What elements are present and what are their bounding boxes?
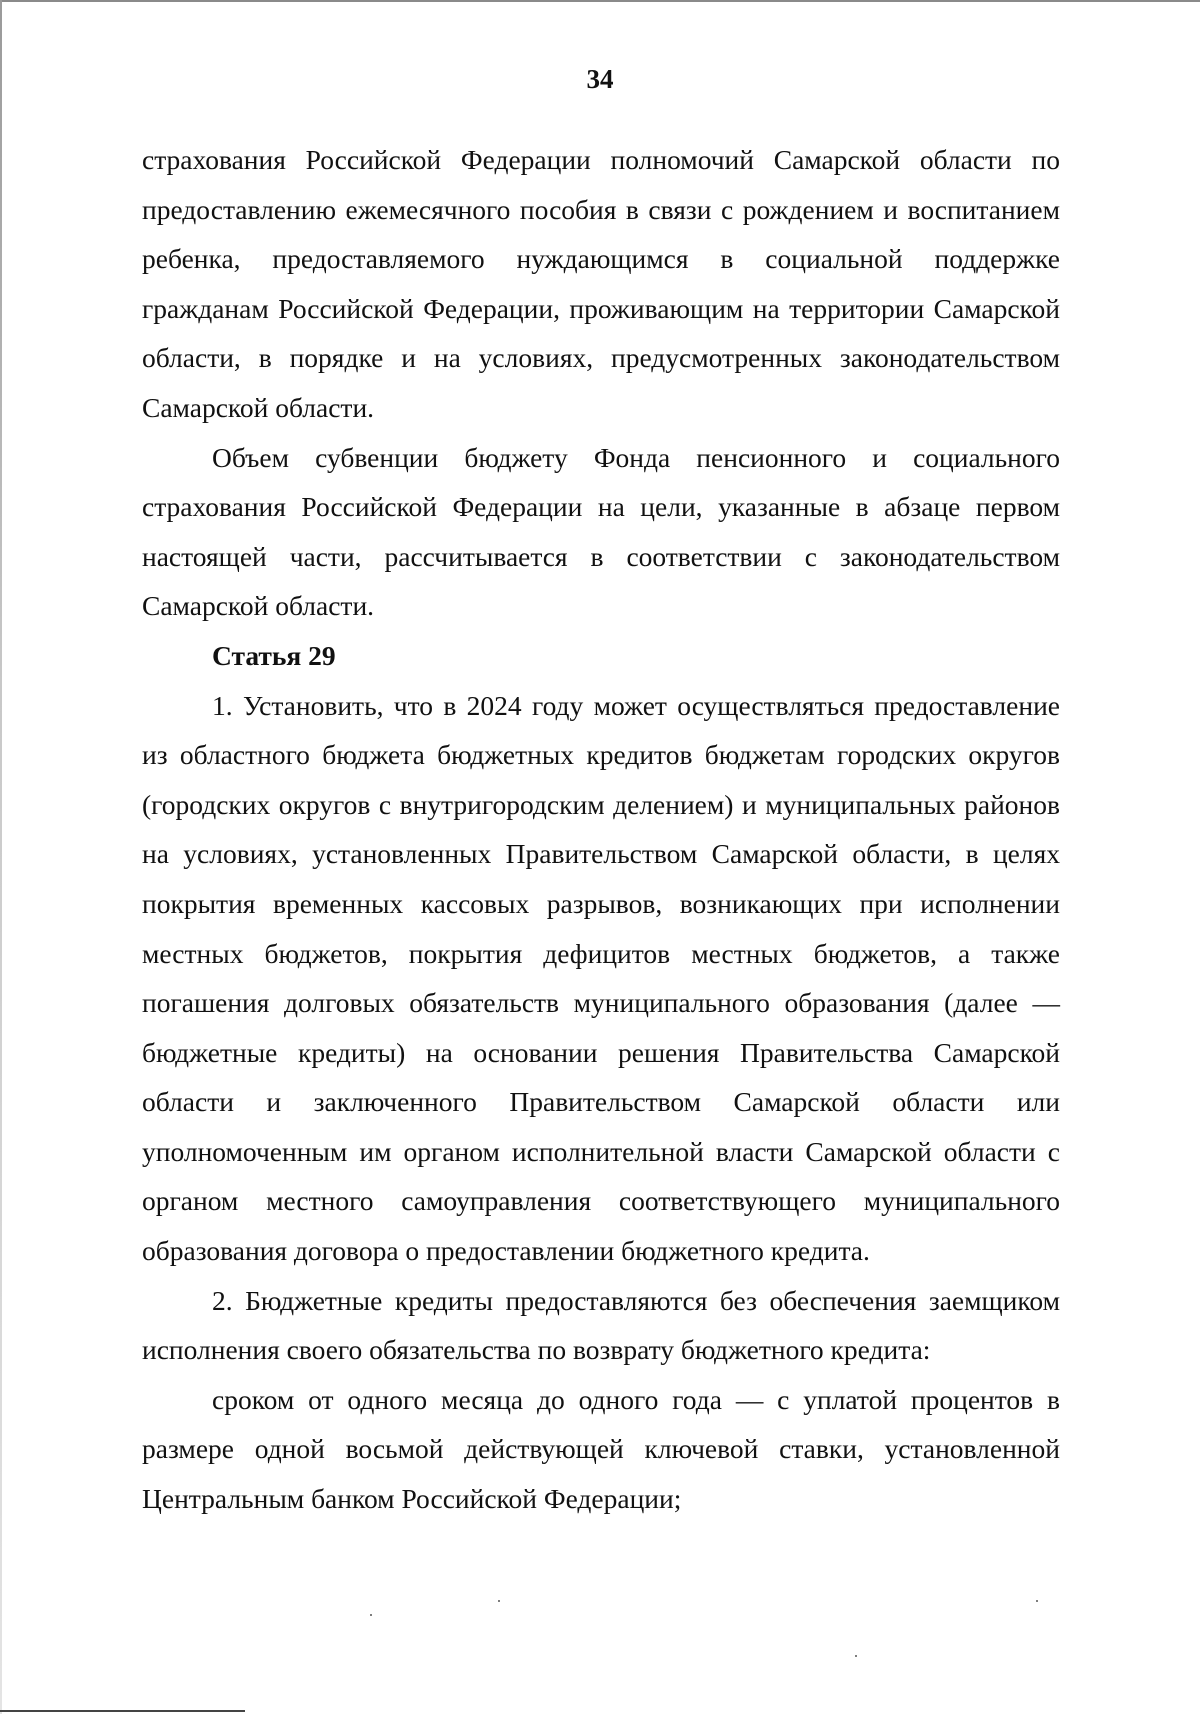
paragraph-article-29-part-2: 2. Бюджетные кредиты предоставляются без обеспечения заемщиком исполнения своего обязательства по возврату бюджетного кредита: (142, 1284, 1060, 1366)
paragraph-subvention-volume: Объем субвенции бюджету Фонда пенсионного и социального страхования Российской Федерации на цели, указанные в абзаце первом настоящей части, рассчитывается в соответствии с законодательством Самарской области. (142, 441, 1060, 622)
scan-top-edge (0, 0, 1200, 2)
paragraph-continuation: страхования Российской Федерации полномочий Самарской области по предоставлению ежемесячного пособия в связи с рождением и воспитанием ребенка, предоставляемого нуждающимся в социальной поддержке гражданам Российской Федерации, проживающим на территории Самарской области, в порядке и на условиях, предусмотренных законодательством Самарской области. (142, 144, 1060, 423)
scan-speck (855, 1655, 857, 1657)
page-number: 34 (586, 64, 614, 94)
document-body (142, 135, 1060, 1524)
scan-bottom-edge (0, 1710, 245, 1712)
article-heading: Статья 29 (212, 639, 336, 671)
paragraph-article-29-part-1: 1. Установить, что в 2024 году может осуществляться предоставление из областного бюджета бюджетных кредитов бюджетам городских округов (городских округов с внутригородским делением) и муниципальных районов на условиях, установленных Правительством Самарской области, в целях покрытия временных кассовых разрывов, возникающих при исполнении местных бюджетов, покрытия дефицитов местных бюджетов, а также погашения долговых обязательств муниципального образования (далее — бюджетные кредиты) на основании решения Правительства Самарской области и заключенного Правительством Самарской области или уполномоченным им органом исполнительной власти Самарской области с органом местного самоуправления соответствующего муниципального образования договора о предоставлении бюджетного кредита. (142, 689, 1060, 1267)
scan-speck (498, 1600, 500, 1602)
paragraph-article-29-part-2-term: сроком от одного месяца до одного года — с уплатой процентов в размере одной восьмой действующей ключевой ставки, установленной Центральным банком Российской Федерации; (142, 1383, 1060, 1515)
scan-speck (370, 1614, 372, 1616)
scan-left-edge (0, 0, 2, 1714)
scan-speck (1036, 1600, 1038, 1602)
